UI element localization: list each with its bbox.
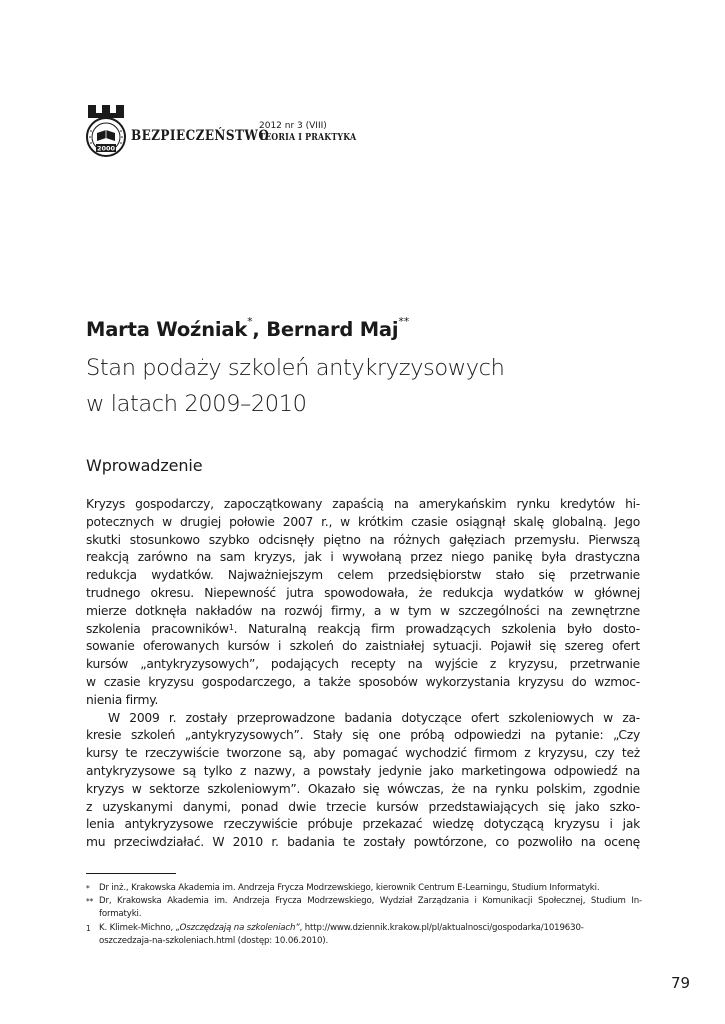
journal-logo	[84, 103, 128, 161]
footnote	[86, 895, 642, 921]
footnote-author: K. Klimek-Michno,	[99, 922, 176, 933]
body-line: w czasie kryzysu gospodarczego, a także sposobów wykorzystania kryzysu do wzmoc-	[86, 674, 640, 689]
body-line	[86, 621, 640, 639]
title-line: w latach 2009–2010	[86, 391, 307, 417]
body-line: nienia firmy.	[86, 692, 159, 707]
author-2-footnote-mark: **	[398, 315, 409, 328]
body-line: kursy te rzeczywiście tworzone są, aby pomagać wychodzić firmom z kryzysu, czy też	[86, 746, 640, 761]
body-line: sowanie oferowanych kursów i szkoleń do zaistniałej sytuacji. Pojawił się szereg ofert	[86, 639, 640, 654]
footnotes	[86, 882, 642, 948]
body-line: kursów „antykryzysowych”, podających recepty na wyjście z kryzysu, przetrwanie	[86, 657, 640, 672]
footnote-text: Dr, Krakowska Akademia im. Andrzeja Frycza Modrzewskiego, Wydział Zarządzania i Komunikacji Społecznej, Studium In-	[99, 896, 642, 907]
body-line: kresie szkoleń „antykryzysowych”. Stały się one próbą odpowiedzi na pytanie: „Czy	[86, 728, 640, 743]
body-line: mu przeciwdziałać. W 2010 r. badania te zostały powtórzone, co pozwoliło na ocenę	[86, 835, 640, 850]
author-1-footnote-mark: *	[247, 315, 253, 328]
page-number: 79	[671, 974, 691, 992]
journal-name: BEZPIECZEŃSTWO	[131, 128, 270, 144]
footnote-url[interactable]: , http://www.dziennik.krakow.pl/pl/aktualnosci/gospodarka/1019630-	[299, 922, 584, 933]
footnote-url-continued[interactable]: oszczedzaja-na-szkoleniach.html (dostęp: 10.06.2010).	[99, 935, 329, 946]
article-authors	[86, 315, 409, 341]
author-separator: ,	[252, 318, 267, 341]
footnote-text: Dr inż., Krakowska Akademia im. Andrzeja Frycza Modrzewskiego, kierownik Centrum E-Learningu, Studium Informatyki.	[99, 883, 600, 893]
body-line: trudnego okresu. Niepewność jutra spowodowała, że redukcja wydatków w głównej	[86, 585, 640, 600]
author-1: Marta Woźniak	[86, 318, 248, 341]
section-heading: Wprowadzenie	[86, 456, 203, 475]
article-title	[86, 350, 504, 422]
footnote-mark: 1	[86, 923, 91, 933]
journal-issue: 2012 nr 3 (VIII)	[259, 121, 327, 131]
body-line: mierze dotknęła nakładów na rozwój firmy, a w tym w szczególności na zewnętrzne	[86, 603, 640, 618]
body-line: z uzyskanymi danymi, ponad dwie trzecie kursów przedstawiających się jako szko-	[86, 799, 640, 814]
footnote	[86, 922, 642, 948]
journal-subtitle: TEORIA I PRAKTYKA	[259, 133, 357, 143]
body-line: redukcja wydatków. Najważniejszym celem przedsiębiorstw stało się przetrwanie	[86, 568, 640, 583]
article-body	[86, 496, 640, 852]
body-line: kryzys w sektorze szkoleniowym”. Okazało się wówczas, że na rynku polskim, zgodnie	[86, 781, 640, 796]
body-segment: szkolenia pracowników	[86, 621, 229, 636]
body-line: W 2009 r. zostały przeprowadzone badania dotyczące ofert szkoleniowych w za-	[108, 710, 640, 725]
title-line: Stan podaży szkoleń antykryzysowych	[86, 355, 505, 381]
body-line: lenia antykryzysowe rzeczywiście próbuje przekazać wiedzę dotyczącą kryzysu i jak	[86, 817, 640, 832]
body-line: potecznych w drugiej połowie 2007 r., w krótkim czasie osiągnął skalę globalną. Jego	[86, 514, 640, 529]
body-line: Kryzys gospodarczy, zapoczątkowany zapaścią na amerykańskim rynku kredytów hi-	[86, 497, 640, 511]
body-segment: . Naturalną reakcją firm prowadzących szkolenia było dosto-	[233, 621, 640, 636]
footnote-mark: **	[86, 897, 94, 907]
author-2: Bernard Maj	[266, 318, 399, 341]
castle-tower-seal-icon	[84, 103, 128, 161]
footnote-text	[99, 922, 642, 935]
footnote-text: formatyki.	[99, 909, 142, 920]
logo-year: 2000	[96, 144, 116, 153]
footnote-mark: *	[86, 884, 90, 893]
body-line: antykryzysowe są tylko z nazwy, a powstały jedynie jako marketingowa odpowiedź na	[86, 763, 640, 778]
footnote	[86, 882, 642, 895]
body-line: reakcją zarówno na sam kryzys, jak i wywołaną przez niego panikę była drastyczna	[86, 550, 640, 565]
footnote-ref-1: 1	[228, 622, 234, 632]
footnote-article-title: „Oszczędzają na szkoleniach”	[175, 922, 300, 933]
body-line: skutki stosunkowo szybko odcisnęły piętno na różnych gałęziach przemysłu. Pierwszą	[86, 532, 640, 547]
footnote-divider	[86, 873, 176, 874]
